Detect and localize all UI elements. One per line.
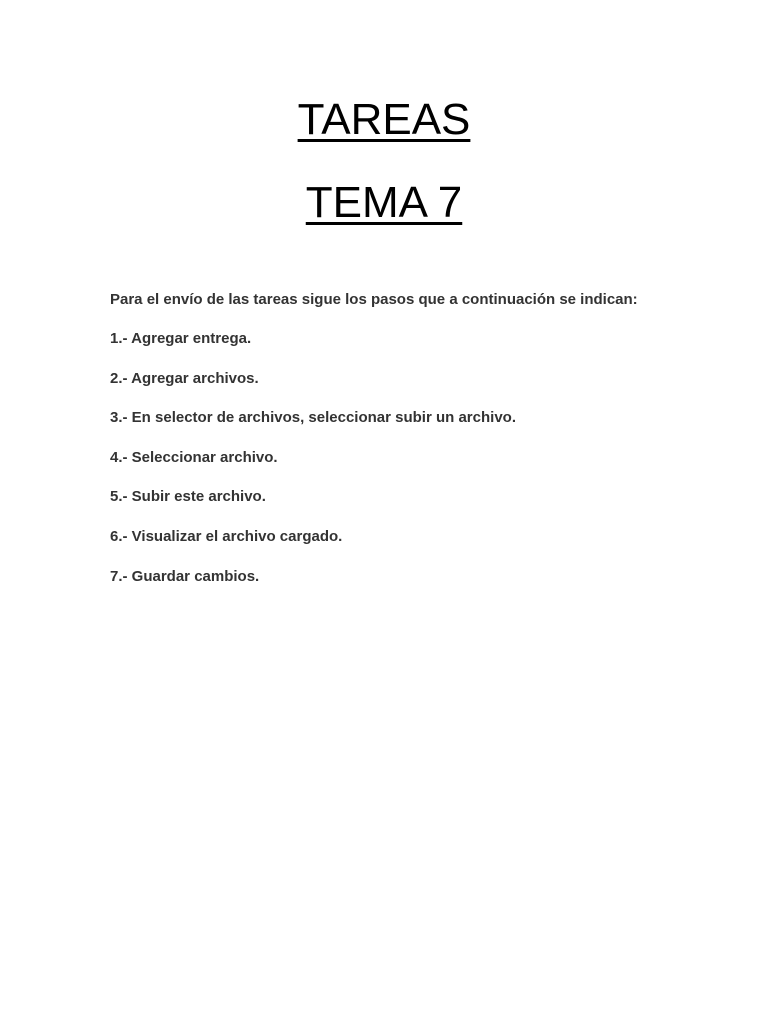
step-item: 6.- Visualizar el archivo cargado. [110, 527, 343, 545]
document-subtitle [0, 177, 768, 229]
step-item: 1.- Agregar entrega. [110, 330, 252, 347]
document-title-text: TAREAS [297, 95, 471, 144]
document-subtitle-text: TEMA 7 [305, 178, 463, 227]
intro-paragraph: Para el envío de las tareas sigue los pasos que a continuación se indican: [110, 291, 638, 308]
step-item: 4.- Seleccionar archivo. [110, 448, 278, 466]
document-title [0, 94, 768, 146]
step-item: 3.- En selector de archivos, seleccionar subir un archivo. [110, 409, 516, 427]
step-item: 2.- Agregar archivos. [110, 369, 259, 387]
step-item: 7.- Guardar cambios. [110, 567, 260, 585]
steps-list [110, 330, 516, 607]
step-item: 5.- Subir este archivo. [110, 488, 266, 506]
